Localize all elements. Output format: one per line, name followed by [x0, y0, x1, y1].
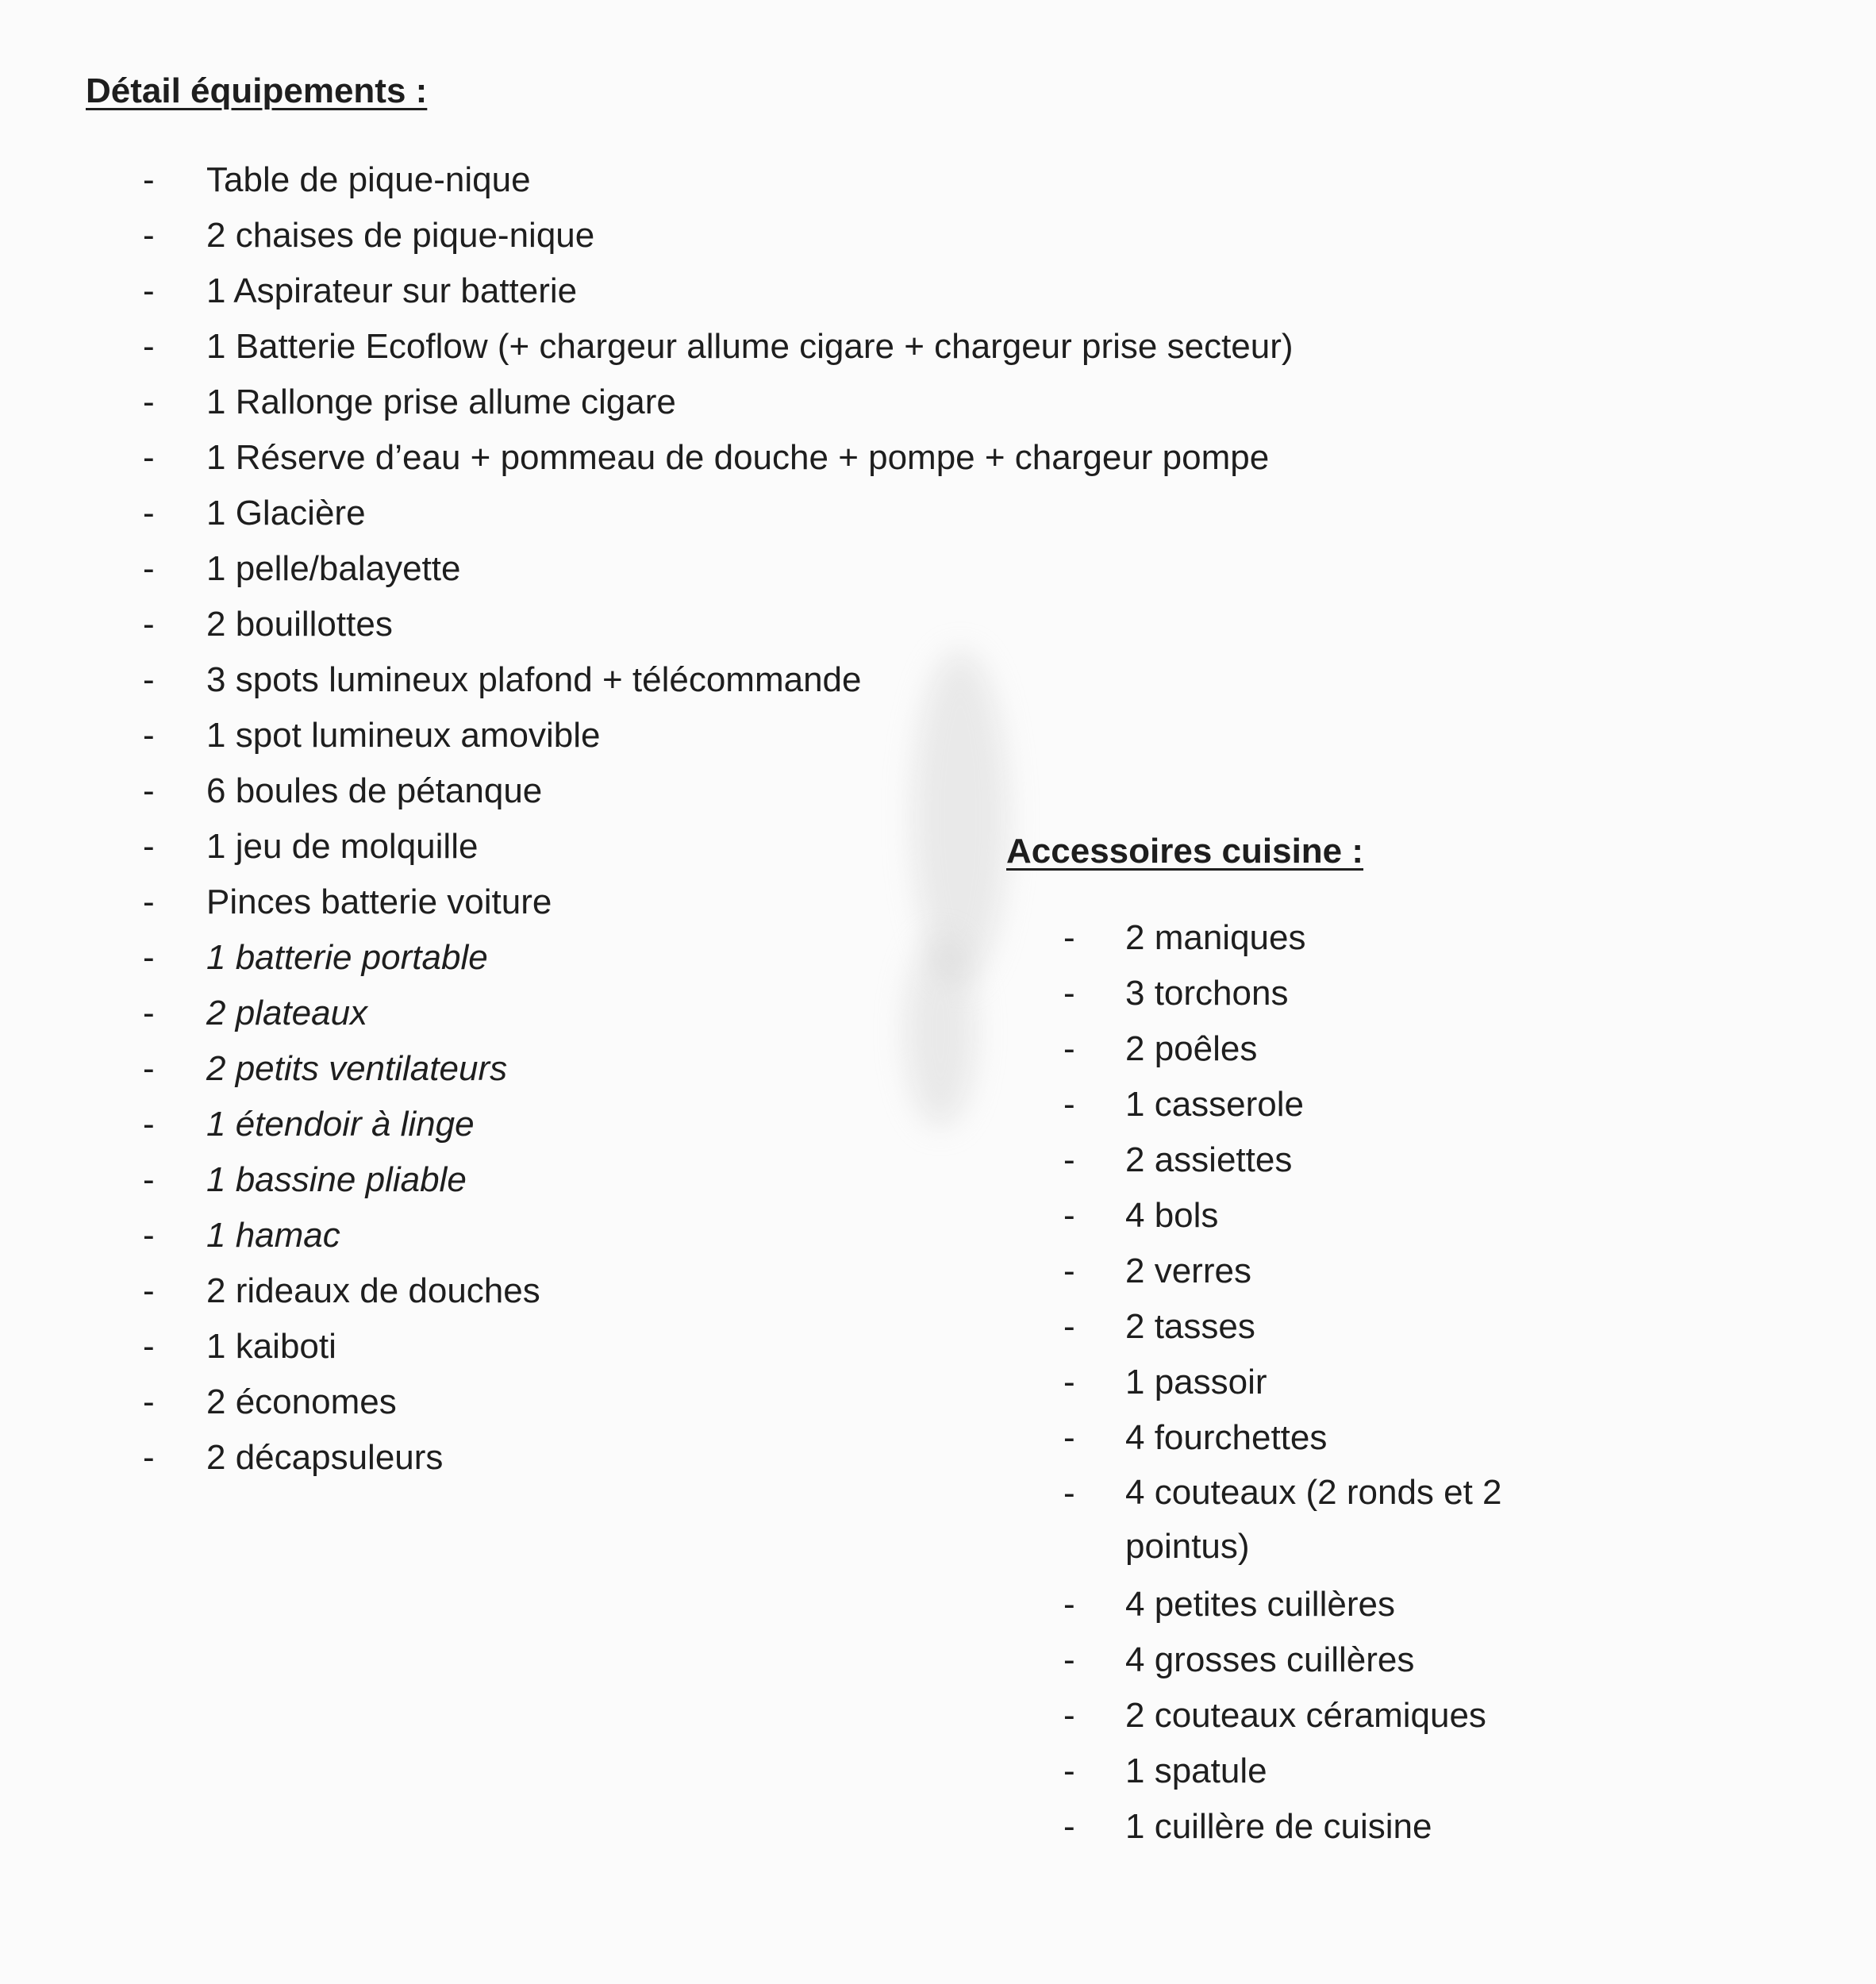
equipment-item-label: Pinces batterie voiture	[206, 882, 552, 921]
kitchen-item-label: 4 fourchettes	[1125, 1418, 1328, 1457]
kitchen-list-item	[1063, 1244, 1778, 1299]
kitchen-item-label: 3 torchons	[1125, 974, 1289, 1013]
list-bullet-dash: -	[143, 1327, 155, 1366]
equipment-item-label: 3 spots lumineux plafond + télécommande	[206, 660, 862, 699]
kitchen-list-item	[1063, 966, 1778, 1021]
equipment-item-label: Table de pique-nique	[206, 160, 531, 199]
list-bullet-dash: -	[1063, 974, 1075, 1013]
equipment-item-label: 1 Batterie Ecoflow (+ chargeur allume cigare + chargeur prise secteur)	[206, 327, 1294, 366]
list-bullet-dash: -	[1063, 1029, 1075, 1068]
list-bullet-dash: -	[143, 327, 155, 366]
equipment-list-item	[143, 208, 1413, 263]
equipment-item-label: 1 Rallonge prise allume cigare	[206, 383, 676, 421]
list-bullet-dash: -	[143, 882, 155, 921]
equipment-list-item	[143, 152, 1413, 208]
list-bullet-dash: -	[1063, 1418, 1075, 1457]
list-bullet-dash: -	[1063, 1807, 1075, 1846]
list-bullet-dash: -	[143, 1438, 155, 1477]
kitchen-accessories-list	[1063, 910, 1778, 1855]
equipment-item-label: 1 hamac	[206, 1216, 340, 1255]
list-bullet-dash: -	[1063, 1363, 1075, 1401]
kitchen-item-label: 2 maniques	[1125, 918, 1306, 957]
equipment-list-item	[143, 319, 1413, 375]
list-bullet-dash: -	[143, 216, 155, 255]
equipment-item-label: 2 petits ventilateurs	[206, 1049, 508, 1088]
equipment-item-label: 1 kaiboti	[206, 1327, 336, 1366]
list-bullet-dash: -	[143, 1216, 155, 1255]
kitchen-item-label: 2 poêles	[1125, 1029, 1258, 1068]
equipment-list-item	[143, 763, 1413, 819]
kitchen-list-item	[1063, 1410, 1778, 1466]
list-bullet-dash: -	[143, 160, 155, 199]
equipment-list-item	[143, 597, 1413, 652]
kitchen-item-label: 2 tasses	[1125, 1307, 1255, 1346]
kitchen-item-label: 1 casserole	[1125, 1085, 1305, 1124]
list-bullet-dash: -	[143, 827, 155, 866]
list-bullet-dash: -	[143, 1160, 155, 1199]
list-bullet-dash: -	[143, 605, 155, 644]
equipment-item-label: 1 Réserve d’eau + pommeau de douche + pompe + chargeur pompe	[206, 438, 1270, 477]
equipment-item-label: 1 bassine pliable	[206, 1160, 467, 1199]
kitchen-item-label: 1 cuillère de cuisine	[1125, 1807, 1432, 1846]
kitchen-list-item	[1063, 1021, 1778, 1077]
kitchen-list-item	[1063, 1466, 1778, 1577]
kitchen-item-label: 1 passoir	[1125, 1363, 1267, 1401]
list-bullet-dash: -	[143, 383, 155, 421]
kitchen-list-item	[1063, 1799, 1778, 1855]
list-bullet-dash: -	[1063, 1140, 1075, 1179]
kitchen-item-label: 4 bols	[1125, 1196, 1219, 1235]
equipment-list-item	[143, 430, 1413, 486]
equipment-item-label: 2 économes	[206, 1382, 397, 1421]
kitchen-list-item	[1063, 1744, 1778, 1799]
list-bullet-dash: -	[1063, 1640, 1075, 1679]
kitchen-list-item	[1063, 1355, 1778, 1410]
list-bullet-dash: -	[1063, 918, 1075, 957]
equipment-item-label: 2 rideaux de douches	[206, 1271, 540, 1310]
equipment-item-label: 2 décapsuleurs	[206, 1438, 444, 1477]
list-bullet-dash: -	[143, 994, 155, 1032]
kitchen-list-item	[1063, 1577, 1778, 1632]
list-bullet-dash: -	[143, 1105, 155, 1144]
kitchen-list-item	[1063, 1132, 1778, 1188]
kitchen-item-label: 2 verres	[1125, 1252, 1251, 1290]
equipment-item-label: 2 bouillottes	[206, 605, 393, 644]
list-bullet-dash: -	[143, 716, 155, 755]
equipment-item-label: 1 batterie portable	[206, 938, 488, 977]
list-bullet-dash: -	[1063, 1585, 1075, 1624]
equipment-list-item	[143, 486, 1413, 541]
list-bullet-dash: -	[1063, 1196, 1075, 1235]
equipment-item-label: 1 Aspirateur sur batterie	[206, 271, 578, 310]
kitchen-list-item	[1063, 1688, 1778, 1744]
kitchen-list-item	[1063, 1632, 1778, 1688]
list-bullet-dash: -	[143, 494, 155, 533]
equipment-list-item	[143, 652, 1413, 708]
list-bullet-dash: -	[143, 660, 155, 699]
equipment-item-label: 6 boules de pétanque	[206, 771, 543, 810]
equipment-item-label: 1 jeu de molquille	[206, 827, 479, 866]
list-bullet-dash: -	[1063, 1474, 1075, 1513]
list-bullet-dash: -	[1063, 1252, 1075, 1290]
kitchen-list-item	[1063, 910, 1778, 966]
kitchen-list-item	[1063, 1299, 1778, 1355]
list-bullet-dash: -	[1063, 1696, 1075, 1735]
list-bullet-dash: -	[143, 938, 155, 977]
kitchen-accessories-heading: Accessoires cuisine :	[1006, 832, 1364, 871]
kitchen-item-label: 4 petites cuillères	[1125, 1585, 1395, 1624]
list-bullet-dash: -	[143, 1382, 155, 1421]
list-bullet-dash: -	[1063, 1751, 1075, 1790]
equipment-item-label: 1 pelle/balayette	[206, 549, 461, 588]
equipment-item-label: 1 Glacière	[206, 494, 366, 533]
list-bullet-dash: -	[1063, 1307, 1075, 1346]
list-bullet-dash: -	[1063, 1085, 1075, 1124]
kitchen-list-item	[1063, 1188, 1778, 1244]
list-bullet-dash: -	[143, 1271, 155, 1310]
equipment-item-label: 2 plateaux	[206, 994, 368, 1032]
equipment-list-item	[143, 708, 1413, 763]
list-bullet-dash: -	[143, 271, 155, 310]
kitchen-list-item	[1063, 1077, 1778, 1132]
kitchen-item-label: 4 couteaux (2 ronds et 2 pointus)	[1125, 1473, 1502, 1566]
kitchen-item-label: 1 spatule	[1125, 1751, 1267, 1790]
list-bullet-dash: -	[143, 438, 155, 477]
list-bullet-dash: -	[143, 1049, 155, 1088]
list-bullet-dash: -	[143, 771, 155, 810]
equipment-item-label: 2 chaises de pique-nique	[206, 216, 595, 255]
equipment-list-item	[143, 375, 1413, 430]
kitchen-item-label: 4 grosses cuillères	[1125, 1640, 1415, 1679]
equipment-list-item	[143, 263, 1413, 319]
equipment-heading: Détail équipements :	[86, 71, 428, 110]
kitchen-item-label: 2 assiettes	[1125, 1140, 1293, 1179]
list-bullet-dash: -	[143, 549, 155, 588]
equipment-item-label: 1 spot lumineux amovible	[206, 716, 601, 755]
kitchen-item-label: 2 couteaux céramiques	[1125, 1696, 1486, 1735]
equipment-item-label: 1 étendoir à linge	[206, 1105, 475, 1144]
equipment-list-item	[143, 541, 1413, 597]
